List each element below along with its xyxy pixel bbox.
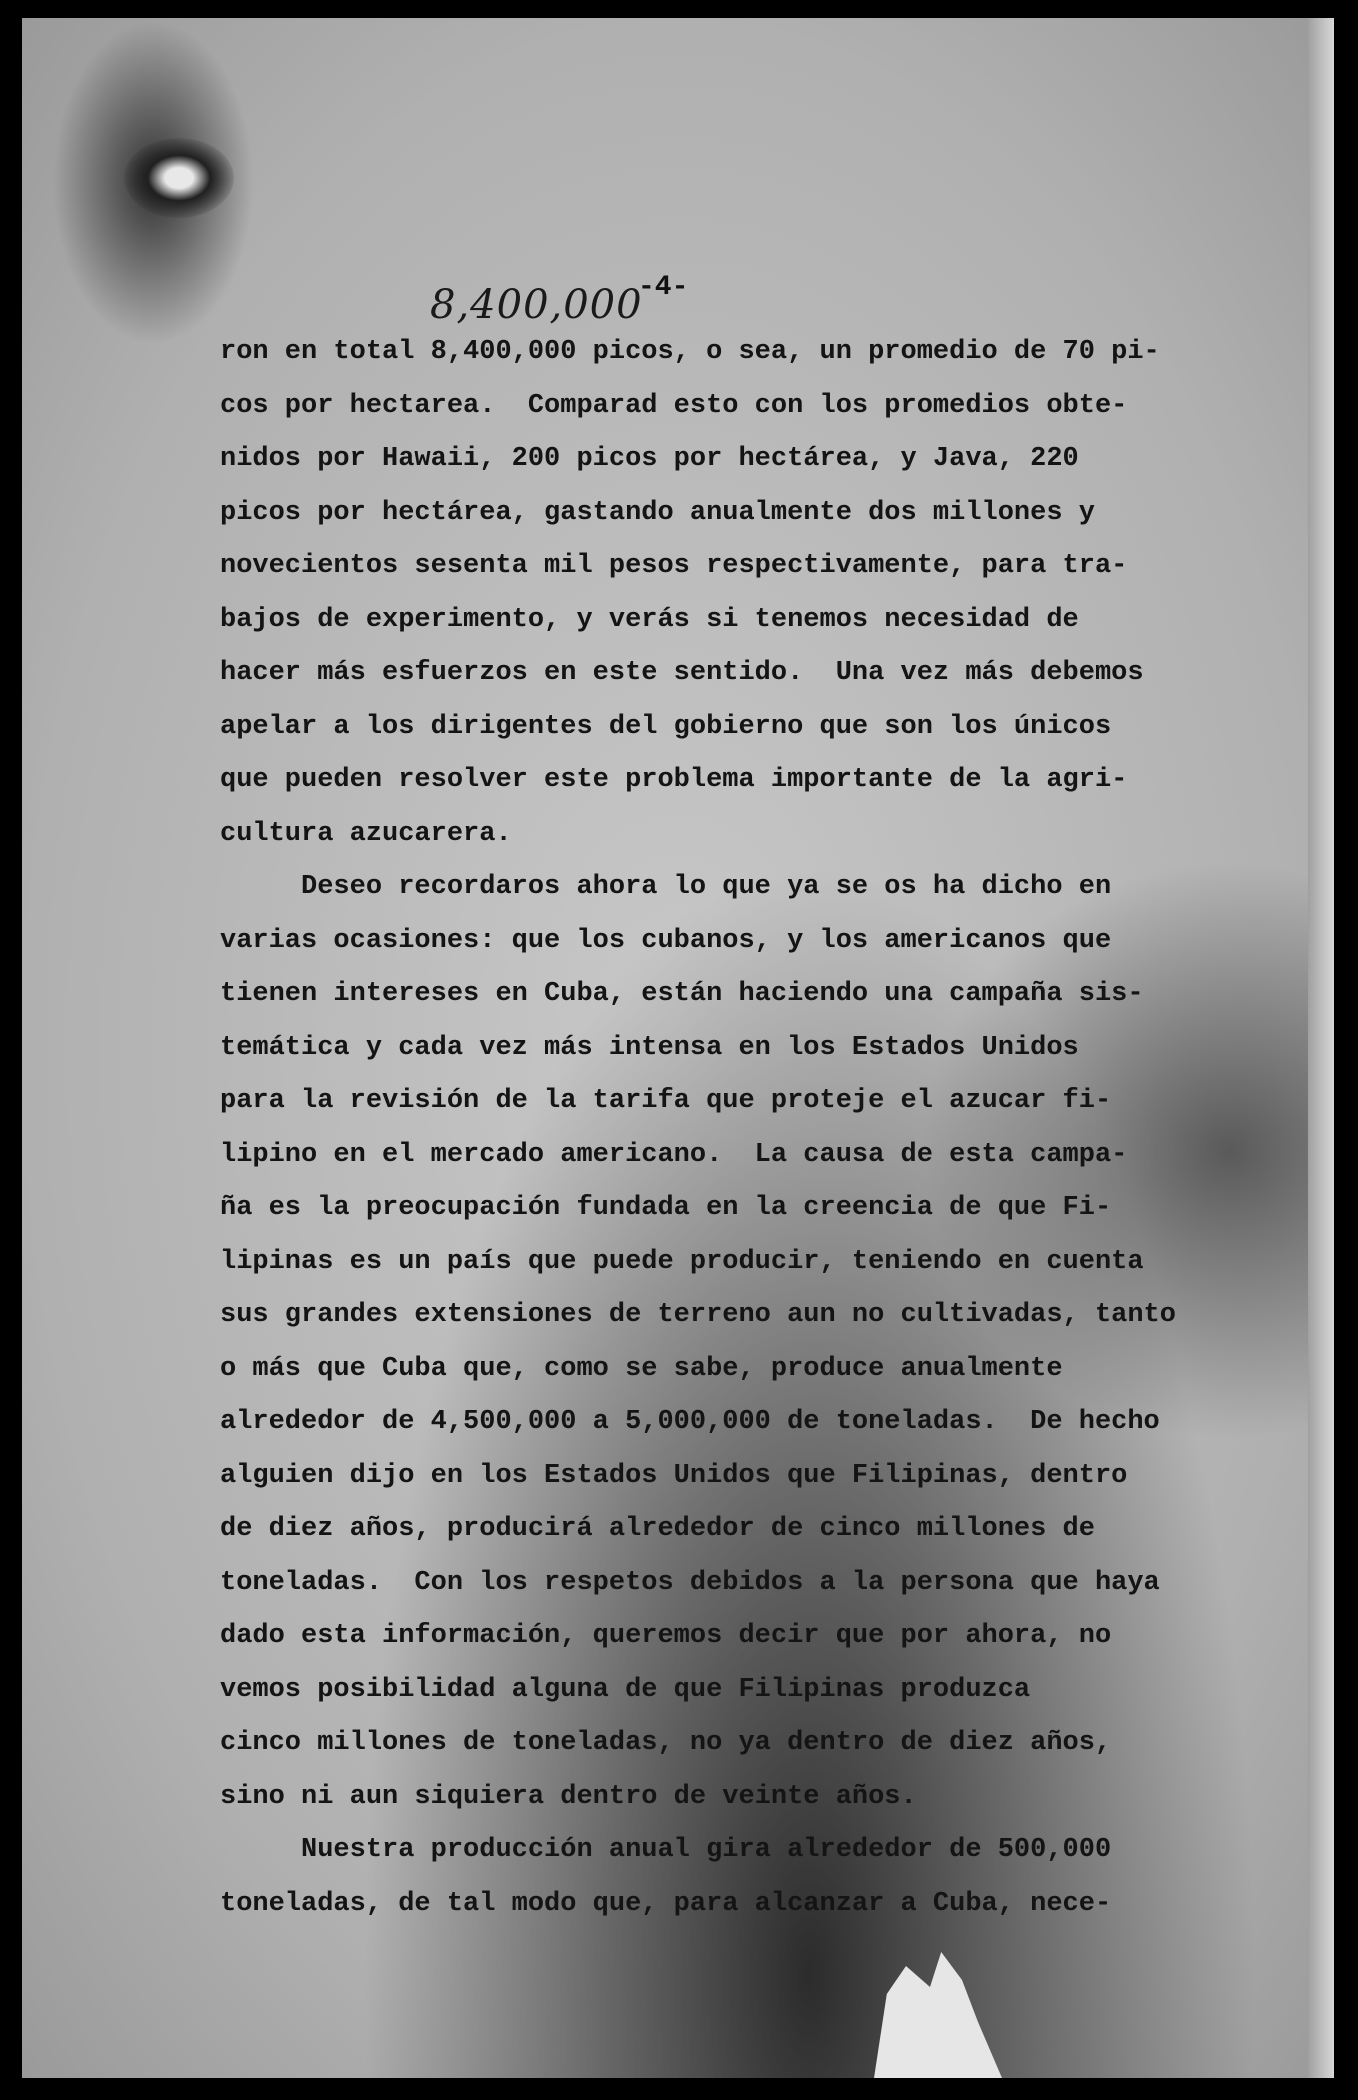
body-text [220,326,1176,1931]
text-line: que pueden resolver este problema importante de la agri- [220,765,1128,795]
text-line: temática y cada vez más intensa en los Estados Unidos [220,1032,1079,1063]
page-tear [842,1938,1002,2078]
text-line: toneladas, de tal modo que, para alcanzar a Cuba, nece- [220,1888,1112,1919]
text-line: picos por hectárea, gastando anualmente dos millones y [220,497,1095,528]
text-line: toneladas. Con los respetos debidos a la persona que haya [220,1567,1160,1598]
text-line: para la revisión de la tarifa que proteje el azucar fi- [220,1086,1112,1116]
text-line: nidos por Hawaii, 200 picos por hectárea, y Java, 220 [220,444,1079,474]
page-edge [1308,18,1334,2078]
text-line: cultura azucarera. [220,818,512,849]
text-line: lipinas es un país que puede producir, teniendo en cuenta [220,1246,1144,1277]
text-line: ron en total 8,400,000 picos, o sea, un promedio de 70 pi- [220,337,1160,367]
text-line: bajos de experimento, y verás si tenemos necesidad de [220,604,1079,635]
text-line: cos por hectarea. Comparad esto con los promedios obte- [220,390,1128,421]
text-line: alguien dijo en los Estados Unidos que Filipinas, dentro [220,1460,1128,1491]
text-line: lipino en el mercado americano. La causa de esta campa- [220,1139,1128,1170]
text-line: hacer más esfuerzos en este sentido. Una vez más debemos [220,658,1144,688]
text-line: alrededor de 4,500,000 a 5,000,000 de toneladas. De hecho [220,1407,1160,1437]
text-line: novecientos sesenta mil pesos respectivamente, para tra- [220,551,1128,581]
text-line: Nuestra producción anual gira alrededor de 500,000 [220,1835,1112,1865]
page-number: -4- [638,272,689,303]
handwritten-note: 8,400,000 [430,282,643,328]
text-line: sus grandes extensiones de terreno aun no cultivadas, tanto [220,1300,1176,1330]
text-line: dado esta información, queremos decir que por ahora, no [220,1621,1112,1651]
text-line: varias ocasiones: que los cubanos, y los americanos que [220,925,1112,956]
text-line: cinco millones de toneladas, no ya dentro de diez años, [220,1728,1112,1758]
text-line: ña es la preocupación fundada en la creencia de que Fi- [220,1193,1112,1223]
stain-hole [124,138,234,218]
text-line: vemos posibilidad alguna de que Filipinas produzca [220,1674,1031,1705]
text-line: sino ni aun siquiera dentro de veinte años. [220,1781,917,1812]
text-line: apelar a los dirigentes del gobierno que son los únicos [220,711,1112,742]
text-line: tienen intereses en Cuba, están haciendo una campaña sis- [220,979,1144,1009]
text-line: Deseo recordaros ahora lo que ya se os ha dicho en [220,872,1112,902]
text-line: o más que Cuba que, como se sabe, produce anualmente [220,1353,1063,1384]
text-line: de diez años, producirá alrededor de cinco millones de [220,1514,1095,1544]
